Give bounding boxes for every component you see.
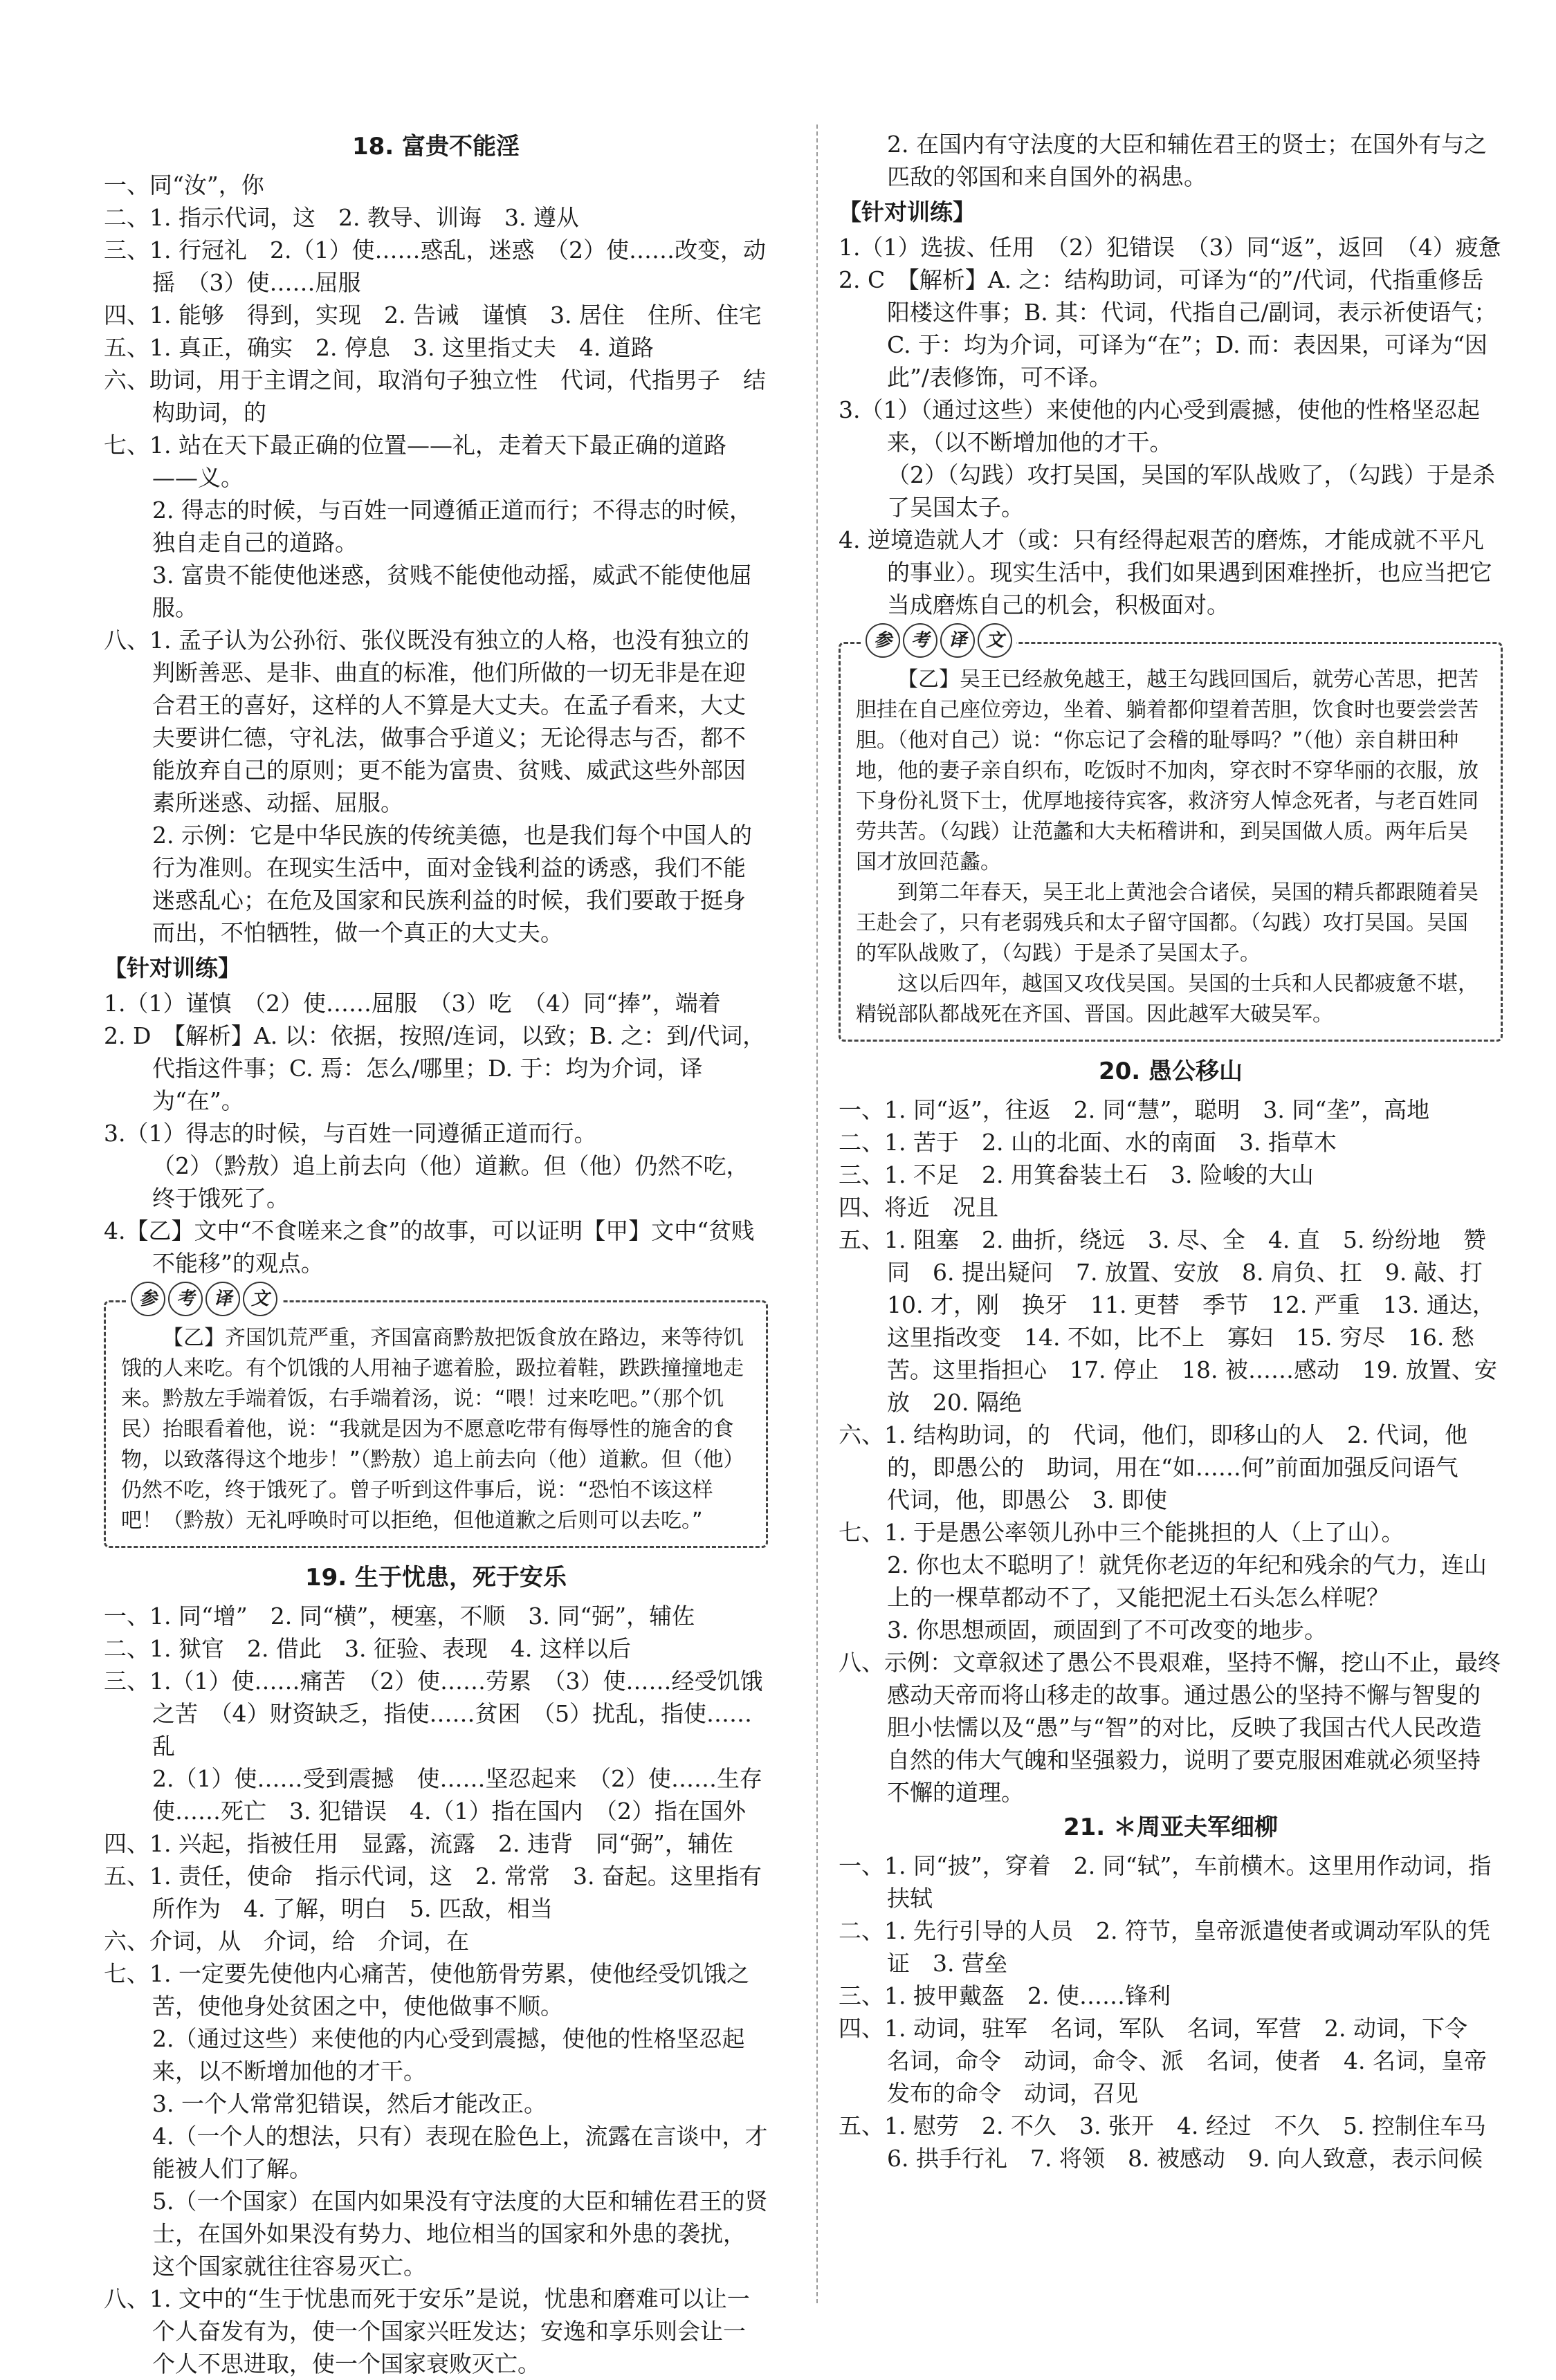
s20-line-9: 3. 你思想顽固，顽固到了不可改变的地步。 xyxy=(887,1616,1327,1643)
s19-train-1: 1.（1）选拔、任用 （2）犯错误 （3）同“返”，返回 （4）疲惫 xyxy=(839,234,1501,261)
s19-line-13: 八、1. 文中的“生于忧患而死于安乐”是说，忧患和磨难可以让一个人奋发有为，使一个国家兴旺发达；安逸和享乐则会让一个人不思进取，使一个国家衰败灭亡。 xyxy=(104,2285,750,2377)
s19-line-10: 3. 一个人常常犯错误，然后才能改正。 xyxy=(152,2090,547,2117)
s19-reference-para-3: 这以后四年，越国又攻伐吴国。吴国的士兵和人民都疲惫不堪，精锐部队都战死在齐国、晋国。因此越军大破吴军。 xyxy=(856,972,1479,1026)
s19-line-9: 2.（通过这些）来使他的内心受到震撼，使他的性格坚忍起来，以不断增加他的才干。 xyxy=(152,2025,745,2085)
s19-line-11: 4.（一个人的想法，只有）表现在脸色上，流露在言谈中，才能被人们了解。 xyxy=(152,2123,768,2182)
s18-line-9: 3. 富贵不能使他迷惑，贫贱不能使他动摇，威武不能使他屈服。 xyxy=(152,562,752,621)
s20-line-5: 五、1. 阻塞 2. 曲折，绕远 3. 尽、全 4. 直 5. 纷纷地 赞同 6. 提出疑问 7. 放置、安放 8. 肩负、扛 9. 敲、打 10. 才，刚 换牙 11. 更替 季节 12. 严重 13. 通达，这里指改变 14. 不如，比不上 寡妇 15. 穷尽 16. 愁苦。这里指担心 17. 停止 18. 被……感动 19. 放置、安放 20. 隔绝 xyxy=(839,1226,1505,1416)
ref-label-char: 文 xyxy=(243,1282,277,1316)
s19-line-4: 2.（1）使……受到震撼 使……坚忍起来 （2）使……生存 使……死亡 3. 犯错误 4.（1）指在国内 （2）指在国外 xyxy=(152,1765,785,1825)
ref-label-char: 考 xyxy=(903,623,937,658)
ref-label-char: 译 xyxy=(940,623,975,658)
section-20-title: 20. 愚公移山 xyxy=(1098,1058,1243,1085)
s18-line-1: 一、同“汝”，你 xyxy=(104,172,264,199)
s19-line-8: 七、1. 一定要先使他内心痛苦，使他筋骨劳累，使他经受饥饿之苦，使他身处贫困之中，使他做事不顺。 xyxy=(104,1960,749,2020)
s18-reference-text: 【乙】齐国饥荒严重，齐国富商黔敖把饭食放在路边，来等待饥饿的人来吃。有个饥饿的人用袖子遮着脸，趿拉着鞋，跌跌撞撞地走来。黔敖左手端着饭，右手端着汤，说：“喂！过来吃吧。”（那个饥民）抬眼看着他，说：“我就是因为不愿意吃带有侮辱性的施舍的食物，以致落得这个地步！”（黔敖）追上前去向（他）道歉。但（他）仍然不吃，终于饿死了。曾子听到这件事后，说：“恐怕不该这样吧！（黔敖）无礼呼唤时可以拒绝，但他道歉之后则可以去吃。” xyxy=(121,1326,744,1533)
section-21-title: 21. ＊周亚夫军细柳 xyxy=(1063,1814,1279,1841)
s20-line-3: 三、1. 不足 2. 用箕畚装土石 3. 险峻的大山 xyxy=(839,1161,1314,1188)
s20-line-2: 二、1. 苦于 2. 山的北面、水的南面 3. 指草木 xyxy=(839,1129,1337,1156)
ref-label-char: 译 xyxy=(205,1282,240,1316)
reference-translation-label xyxy=(127,1282,282,1316)
left-column xyxy=(104,128,785,2380)
s19-reference-para-1: 【乙】吴王已经赦免越王，越王勾践回国后，就劳心苦思，把苦胆挂在自己座位旁边，坐着、躺着都仰望着苦胆，饮食时也要尝尝苦胆。（他对自己）说：“你忘记了会稽的耻辱吗？”（他）亲自耕田种地，他的妻子亲自织布，吃饭时不加肉，穿衣时不穿华丽的衣服，放下身份礼贤下士，优厚地接待宾客，救济穷人悼念死者，与老百姓同劳共苦。（勾践）让范蠡和大夫柘稽讲和，到吴国做人质。两年后吴国才放回范蠡。 xyxy=(856,667,1479,874)
s18-line-5: 五、1. 真正，确实 2. 停息 3. 这里指丈夫 4. 道路 xyxy=(104,334,654,361)
column-divider xyxy=(816,124,818,2303)
reference-translation-label xyxy=(861,623,1016,658)
s20-line-4: 四、将近 况且 xyxy=(839,1194,998,1221)
s18-reference-translation-box xyxy=(104,1289,768,1548)
s19-continued-line: 2. 在国内有守法度的大臣和辅佐君王的贤士；在国外有与之匹敌的邻国和来自国外的祸患。 xyxy=(887,131,1487,190)
s18-train-3: 3.（1）得志的时候，与百姓一同遵循正道而行。 xyxy=(104,1120,597,1147)
s20-line-10: 八、示例：文章叙述了愚公不畏艰难，坚持不懈，挖山不止，最终感动天帝而将山移走的故事。通过愚公的坚持不懈与智叟的胆小怯懦以及“愚”与“智”的对比，反映了我国古代人民改造自然的伟大气魄和坚强毅力，说明了要克服困难就必须坚持不懈的道理。 xyxy=(839,1649,1501,1806)
s18-line-3: 三、1. 行冠礼 2.（1）使……惑乱，迷惑 （2）使……改变，动摇 （3）使……屈服 xyxy=(104,237,766,296)
s21-line-2: 二、1. 先行引导的人员 2. 符节，皇帝派遣使者或调动军队的凭证 3. 营垒 xyxy=(839,1917,1490,1977)
s18-train-1: 1.（1）谨慎 （2）使……屈服 （3）吃 （4）同“捧”，端着 xyxy=(104,990,721,1017)
s21-line-4: 四、1. 动词，驻军 名词，军队 名词，军营 2. 动词，下令 名词，命令 动词，命令、派 名词，使者 4. 名词，皇帝发布的命令 动词，召见 xyxy=(839,2015,1490,2107)
ref-label-char: 参 xyxy=(131,1282,165,1316)
s19-train-2: 2. C 【解析】A. 之：结构助词，可译为“的”/代词，代指重修岳阳楼这件事；B. 其：代词，代指自己/副词，表示祈使语气；C. 于：均为介词，可译为“在”；D. 而：表因果，可译为“因此”/表修饰，可不译。 xyxy=(839,266,1497,391)
s18-train-2: 2. D 【解析】A. 以：依据，按照/连词，以致；B. 之：到/代词，代指这件事；C. 焉：怎么/哪里；D. 于：均为介词，译为“在”。 xyxy=(104,1022,766,1114)
ref-label-char: 文 xyxy=(978,623,1012,658)
s18-line-4: 四、1. 能够 得到，实现 2. 告诫 谨慎 3. 居住 住所、住宅 xyxy=(104,302,762,329)
s21-line-1: 一、1. 同“披”，穿着 2. 同“轼”，车前横木。这里用作动词，指扶轼 xyxy=(839,1852,1492,1912)
s20-line-7: 七、1. 于是愚公率领儿孙中三个能挑担的人（上了山）。 xyxy=(839,1519,1404,1546)
section-18-title: 18. 富贵不能淫 xyxy=(351,133,520,160)
s19-line-1: 一、1. 同“增” 2. 同“横”，梗塞，不顺 3. 同“弼”，辅佐 xyxy=(104,1603,695,1630)
s18-train-5: 4.【乙】文中“不食嗟来之食”的故事，可以证明【甲】文中“贫贱不能移”的观点。 xyxy=(104,1217,755,1277)
s21-line-5: 五、1. 慰劳 2. 不久 3. 张开 4. 经过 不久 5. 控制住车马 6. 拱手行礼 7. 将领 8. 被感动 9. 向人致意，表示问候 xyxy=(839,2112,1509,2172)
s19-line-2: 二、1. 狱官 2. 借此 3. 征验、表现 4. 这样以后 xyxy=(104,1635,631,1662)
s19-line-3: 三、1.（1）使……痛苦 （2）使……劳累 （3）使……经受饥饿之苦 （4）财资缺乏，指使……贫困 （5）扰乱，指使……乱 xyxy=(104,1668,763,1760)
s19-line-12: 5.（一个国家）在国内如果没有守法度的大臣和辅佐君王的贤士，在国外如果没有势力、地位相当的国家和外患的袭扰，这个国家就往往容易灭亡。 xyxy=(152,2188,768,2280)
s18-line-2: 二、1. 指示代词，这 2. 教导、训诲 3. 遵从 xyxy=(104,204,579,231)
right-column xyxy=(839,128,1509,2175)
s19-line-7: 六、介词，从 介词，给 介词，在 xyxy=(104,1928,469,1955)
s18-train-4: （2）（黔敖）追上前去向（他）道歉。但（他）仍然不吃，终于饿死了。 xyxy=(152,1152,749,1212)
s19-train-5: 4. 逆境造就人才（或：只有经得起艰苦的磨炼，才能成就不平凡的事业）。现实生活中，我们如果遇到困难挫折，也应当把它当成磨炼自己的机会，积极面对。 xyxy=(839,526,1492,618)
s18-line-8: 2. 得志的时候，与百姓一同遵循正道而行；不得志的时候，独自走自己的道路。 xyxy=(152,497,752,556)
s19-reference-translation-box xyxy=(839,630,1503,1042)
s18-line-11: 2. 示例：它是中华民族的传统美德，也是我们每个中国人的行为准则。在现实生活中，面对金钱利益的诱惑，我们不能迷惑乱心；在危及国家和民族利益的时候，我们要敢于挺身而出，不怕牺牲，做一个真正的大丈夫。 xyxy=(152,822,752,946)
s19-line-6: 五、1. 责任，使命 指示代词，这 2. 常常 3. 奋起。这里指有所作为 4. 了解，明白 5. 匹敌，相当 xyxy=(104,1863,762,1922)
ref-label-char: 参 xyxy=(866,623,900,658)
s18-line-10: 八、1. 孟子认为公孙衍、张仪既没有独立的人格，也没有独立的判断善恶、是非、曲直的标准，他们所做的一切无非是在迎合君王的喜好，这样的人不算是大丈夫。在孟子看来，大丈夫要讲仁德，守礼法，做事合乎道义；无论得志与否，都不能放弃自己的原则；更不能为富贵、贫贱、威武这些外部因素所迷惑、动摇、屈服。 xyxy=(104,627,749,816)
section-19-title: 19. 生于忧患，死于安乐 xyxy=(304,1564,567,1592)
s19-training-heading: 【针对训练】 xyxy=(839,199,976,225)
s18-line-7: 七、1. 站在天下最正确的位置——礼，走着天下最正确的道路——义。 xyxy=(104,432,726,491)
s19-line-5: 四、1. 兴起，指被任用 显露，流露 2. 违背 同“弼”，辅佐 xyxy=(104,1830,733,1857)
s20-line-8: 2. 你也太不聪明了！就凭你老迈的年纪和残余的气力，连山上的一棵草都动不了，又能把泥土石头怎么样呢？ xyxy=(887,1551,1487,1611)
s20-line-1: 一、1. 同“返”，往返 2. 同“慧”，聪明 3. 同“垄”，高地 xyxy=(839,1096,1430,1123)
s19-reference-para-2: 到第二年春天，吴王北上黄池会合诸侯，吴国的精兵都跟随着吴王赴会了，只有老弱残兵和太子留守国都。（勾践）攻打吴国。吴国的军队战败了，（勾践）于是杀了吴国太子。 xyxy=(856,880,1479,966)
s19-train-4: （2）（勾践）攻打吴国，吴国的军队战败了，（勾践）于是杀了吴国太子。 xyxy=(887,461,1495,521)
s18-training-heading: 【针对训练】 xyxy=(104,954,241,981)
s19-train-3: 3.（1）（通过这些）来使他的内心受到震撼，使他的性格坚忍起来，（以不断增加他的才干。 xyxy=(839,396,1480,456)
ref-label-char: 考 xyxy=(168,1282,203,1316)
s18-line-6: 六、助词，用于主谓之间，取消句子独立性 代词，代指男子 结构助词，的 xyxy=(104,367,766,426)
s21-line-3: 三、1. 披甲戴盔 2. 使……锋利 xyxy=(839,1982,1171,2009)
s20-line-6: 六、1. 结构助词，的 代词，他们，即移山的人 2. 代词，他的，即愚公的 助词，用在“如……何”前面加强反问语气 代词，他，即愚公 3. 即使 xyxy=(839,1421,1481,1513)
